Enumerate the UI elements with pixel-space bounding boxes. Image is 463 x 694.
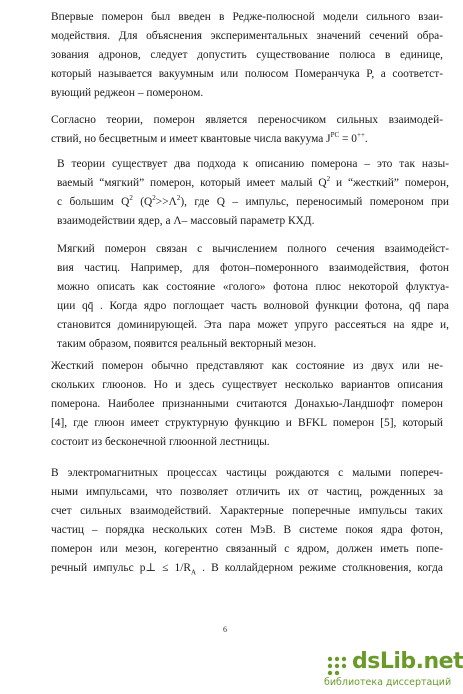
text-line: состоит из бесконечной глюонной лестницы. (51, 435, 270, 448)
paragraph-pomeron-theory (31, 111, 443, 149)
text-line: скольких глюонов. Но и здесь существует несколько вариантов описания (51, 378, 443, 391)
text-line: ваемый “мягкий” померон, который имеет малый $Q^2$ и “жесткий” померон, (57, 174, 449, 189)
text-line: речный импульс p⊥ ≤ $1/R_A$ . В коллайдерном режиме столкновения, когда (51, 561, 443, 576)
text-line: с большим $Q^2$ $(Q^2>>\Lambda^2)$, где Q – импульс, переносимый помероном при (57, 193, 449, 208)
paragraph-pomeron-intro (31, 8, 443, 103)
text-line: который называется вакуумным или полюсом Померанчука P, а соответст- (51, 67, 443, 80)
text-line: модействия. Для объяснения экспериментальных значений сечений обра- (51, 29, 443, 42)
paragraph-hard-pomeron (31, 357, 443, 452)
paragraph-soft-pomeron (31, 240, 449, 353)
text-line: ции qq̄ . Когда ядро поглощает часть волновой функции фотона, qq̄ пара (57, 299, 449, 312)
text-line: зования адронов, следует допустить существование полюса в единице, (51, 48, 443, 61)
text-line: счет сильных взаимодействий. Характерные поперечные импульсы таких (51, 504, 443, 517)
text-line: померон или мезон, когерентно связанный с ядром, должен иметь попе- (51, 542, 443, 555)
watermark (324, 649, 463, 691)
text-line: таким образом, появится реальный векторный мезон. (57, 337, 317, 350)
watermark-title: dsLib.net (352, 649, 463, 674)
watermark-subtitle: библиотека диссертаций (324, 677, 452, 688)
text-line: ствий, но бесцветным и имеет квантовые числа вакуума $J^{PC} = 0^{++}$. (51, 130, 368, 145)
paragraph-two-approaches (31, 155, 449, 231)
text-line: В теории существует два подхода к описанию померона – это так назы- (57, 158, 449, 170)
text-line: вия частиц. Например, для фотон–померонного взаимодействия, фотон (57, 261, 449, 274)
text-line: Жесткий померон обычно представляют как состояние из двух или не- (51, 360, 443, 372)
text-line: вующий реджеон – помероном. (51, 86, 204, 99)
text-line: ными импульсами, что позволяет отличить их от частиц, рожденных за (51, 485, 443, 498)
text-line: становится доминирующей. Эта пара может упруго рассеяться на ядре и, (57, 318, 449, 331)
text-line: померона. Наиболее признанными считаются Донахью-Ландшофт померон (51, 397, 443, 410)
text-line: Согласно теории, померон является переносчиком сильных взаимодей- (51, 114, 443, 126)
text-line: Впервые померон был введен в Редже-полюсной модели сильного взаи- (51, 11, 443, 23)
paragraph-em-processes (31, 464, 443, 582)
text-line: частиц – порядка нескольких сотен МэВ. В системе покоя ядра фотон, (51, 523, 443, 536)
page-number: 6 (223, 625, 227, 634)
text-line: [4], где глюон имеет структурную функцию и BFKL померон [5], который (51, 416, 443, 429)
dslib-logo-icon (324, 653, 350, 679)
text-line: В электромагнитных процессах частицы рождаются с малыми попереч- (51, 467, 443, 479)
text-line: взаимодействии ядер, а Λ– массовый параметр КХД. (57, 214, 315, 227)
text-line: можно описать как состояние «голого» фотона плюс некоторой флуктуа- (57, 280, 449, 293)
text-line: Мягкий померон связан с вычислением полного сечения взаимодейст- (57, 243, 449, 255)
